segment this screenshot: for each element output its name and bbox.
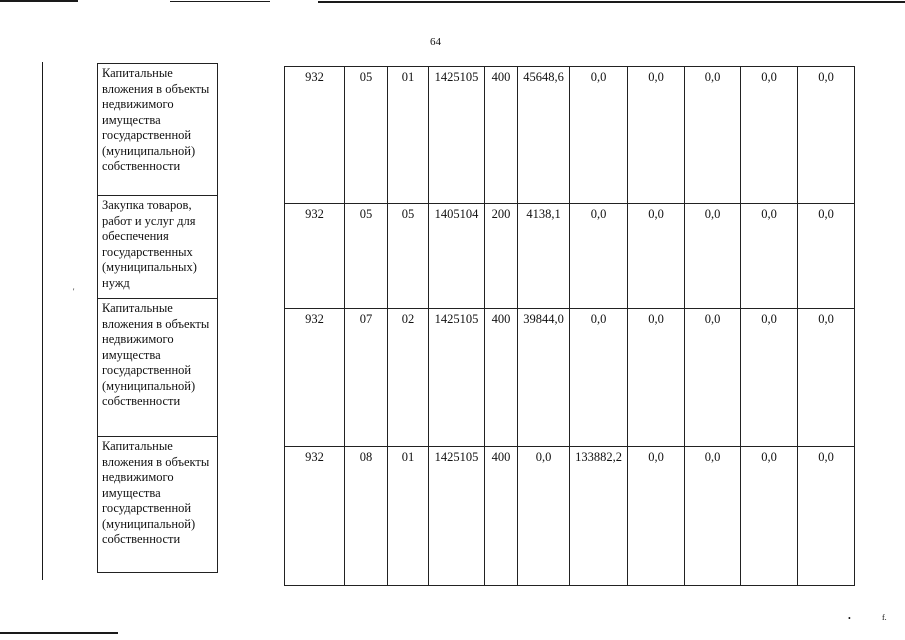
cell-value: 0,0: [570, 309, 628, 447]
cell-target-article: 1425105: [429, 67, 485, 204]
cell-ministry-code: 932: [285, 204, 345, 309]
scan-bottom-line: [0, 632, 118, 634]
cell-subsection: 01: [388, 447, 429, 586]
row-label-capital-investments-1: Капитальные вложения в объекты недвижимого имущества государственной (муниципальной) собственности: [98, 64, 218, 196]
row-label-procurement: Закупка товаров, работ и услуг для обеспечения государственных (муниципальных) нужд: [98, 196, 218, 299]
row-label-capital-investments-2: Капитальные вложения в объекты недвижимого имущества государственной (муниципальной) собственности: [98, 299, 218, 437]
table-row: [285, 309, 855, 447]
scan-left-margin-line: [42, 62, 43, 580]
cell-value: 0,0: [685, 447, 741, 586]
cell-value: 0,0: [741, 204, 798, 309]
table-row: [285, 67, 855, 204]
cell-value: 133882,2: [570, 447, 628, 586]
cell-section: 07: [345, 309, 388, 447]
cell-value: 0,0: [628, 204, 685, 309]
cell-value: 0,0: [685, 204, 741, 309]
corner-mark-left: •: [848, 614, 851, 623]
cell-value: 0,0: [628, 447, 685, 586]
cell-expense-type: 200: [485, 204, 518, 309]
cell-value: 0,0: [628, 67, 685, 204]
cell-value: 0,0: [798, 447, 855, 586]
cell-expense-type: 400: [485, 447, 518, 586]
cell-value: 0,0: [518, 447, 570, 586]
cell-subsection: 01: [388, 67, 429, 204]
scan-top-line-right: [318, 1, 905, 3]
row-label-table: [97, 63, 218, 573]
cell-value: 0,0: [628, 309, 685, 447]
cell-section: 05: [345, 204, 388, 309]
cell-ministry-code: 932: [285, 309, 345, 447]
cell-value: 4138,1: [518, 204, 570, 309]
cell-subsection: 05: [388, 204, 429, 309]
table-row: [285, 447, 855, 586]
cell-value: 0,0: [741, 447, 798, 586]
cell-section: 05: [345, 67, 388, 204]
cell-value: 45648,6: [518, 67, 570, 204]
cell-value: 39844,0: [518, 309, 570, 447]
cell-ministry-code: 932: [285, 447, 345, 586]
scan-top-line-left: [0, 0, 78, 2]
cell-value: 0,0: [570, 204, 628, 309]
cell-target-article: 1425105: [429, 309, 485, 447]
cell-value: 0,0: [798, 67, 855, 204]
cell-target-article: 1405104: [429, 204, 485, 309]
cell-ministry-code: 932: [285, 67, 345, 204]
row-label-capital-investments-3: Капитальные вложения в объекты недвижимого имущества государственной (муниципальной) собственности: [98, 437, 218, 573]
cell-value: 0,0: [741, 309, 798, 447]
cell-value: 0,0: [685, 67, 741, 204]
cell-value: 0,0: [685, 309, 741, 447]
cell-expense-type: 400: [485, 67, 518, 204]
cell-section: 08: [345, 447, 388, 586]
cell-value: 0,0: [798, 204, 855, 309]
scan-top-line-mid: [170, 1, 270, 2]
margin-tick-mark: ': [73, 287, 75, 296]
cell-target-article: 1425105: [429, 447, 485, 586]
table-row: [285, 204, 855, 309]
cell-subsection: 02: [388, 309, 429, 447]
cell-value: 0,0: [741, 67, 798, 204]
cell-value: 0,0: [798, 309, 855, 447]
corner-mark-right: f.: [882, 613, 887, 622]
cell-value: 0,0: [570, 67, 628, 204]
page-number: 64: [430, 36, 441, 48]
cell-expense-type: 400: [485, 309, 518, 447]
budget-values-table: [284, 66, 855, 586]
